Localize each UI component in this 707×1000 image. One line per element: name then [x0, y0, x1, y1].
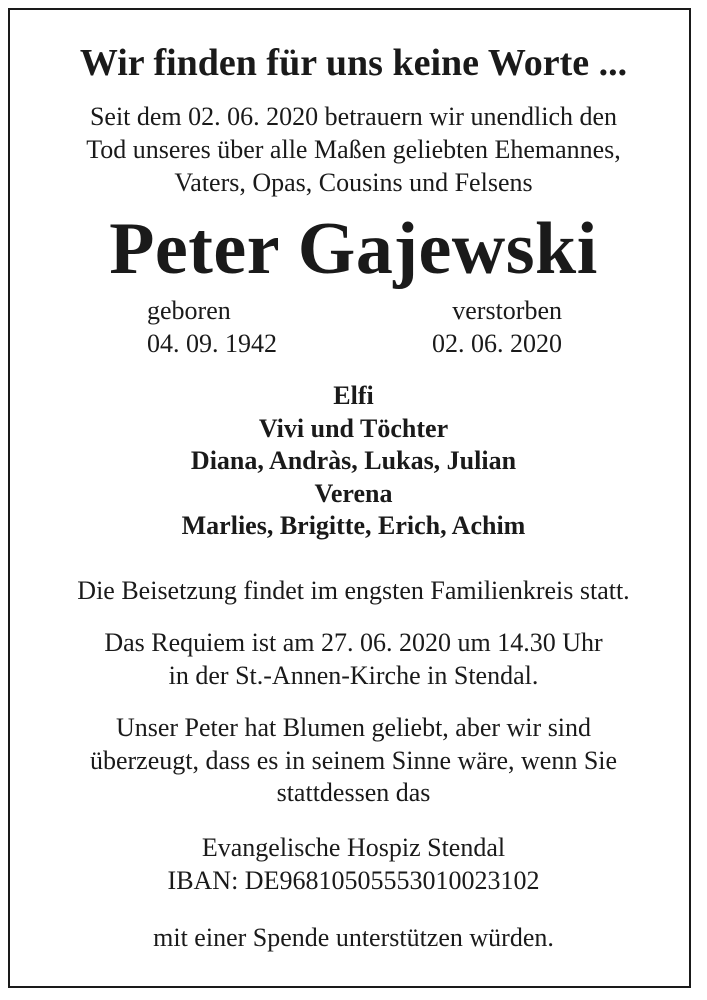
death-date: 02. 06. 2020	[432, 329, 562, 358]
birth-block	[147, 294, 277, 360]
mourners-list	[10, 380, 697, 543]
flowers-line-3: stattdessen das	[276, 778, 431, 807]
mourner-line-2: Vivi und Töchter	[258, 413, 449, 443]
headline: Wir finden für uns keine Worte ...	[79, 42, 628, 84]
closing-text: mit einer Spende unterstützen würden.	[153, 923, 554, 952]
intro-line-1: Seit dem 02. 06. 2020 betrauern wir unendlich den	[89, 102, 618, 131]
intro-text	[10, 100, 697, 199]
recipient-iban: IBAN: DE96810505553010023102	[167, 865, 540, 895]
requiem-line-2: in der St.-Annen-Kirche in Stendal.	[168, 660, 539, 690]
flowers-line-2: überzeugt, dass es in seinem Sinne wäre, wenn Sie	[89, 745, 618, 775]
intro-line-3: Vaters, Opas, Cousins und Felsens	[174, 168, 533, 197]
flowers-note	[10, 712, 697, 810]
intro-line-2: Tod unseres über alle Maßen geliebten Ehemannes,	[86, 135, 621, 164]
requiem-line-1: Das Requiem ist am 27. 06. 2020 um 14.30 Uhr	[104, 628, 603, 657]
deceased-name: Peter Gajewski	[109, 208, 598, 290]
birth-label: geboren	[147, 296, 231, 325]
requiem-info	[10, 627, 697, 692]
recipient-name: Evangelische Hospiz Stendal	[201, 833, 506, 862]
death-label: verstorben	[452, 296, 562, 325]
donation-recipient	[10, 832, 697, 897]
mourner-line-1: Elfi	[333, 381, 374, 410]
death-block	[410, 294, 562, 360]
burial-notice: Die Beisetzung findet im engsten Familienkreis statt.	[77, 576, 630, 605]
mourner-line-3: Diana, Andràs, Lukas, Julian	[190, 446, 517, 475]
flowers-line-1: Unser Peter hat Blumen geliebt, aber wir sind	[115, 713, 592, 742]
mourner-line-4: Verena	[314, 478, 393, 508]
birth-date: 04. 09. 1942	[147, 329, 277, 358]
mourner-line-5: Marlies, Brigitte, Erich, Achim	[181, 511, 526, 540]
